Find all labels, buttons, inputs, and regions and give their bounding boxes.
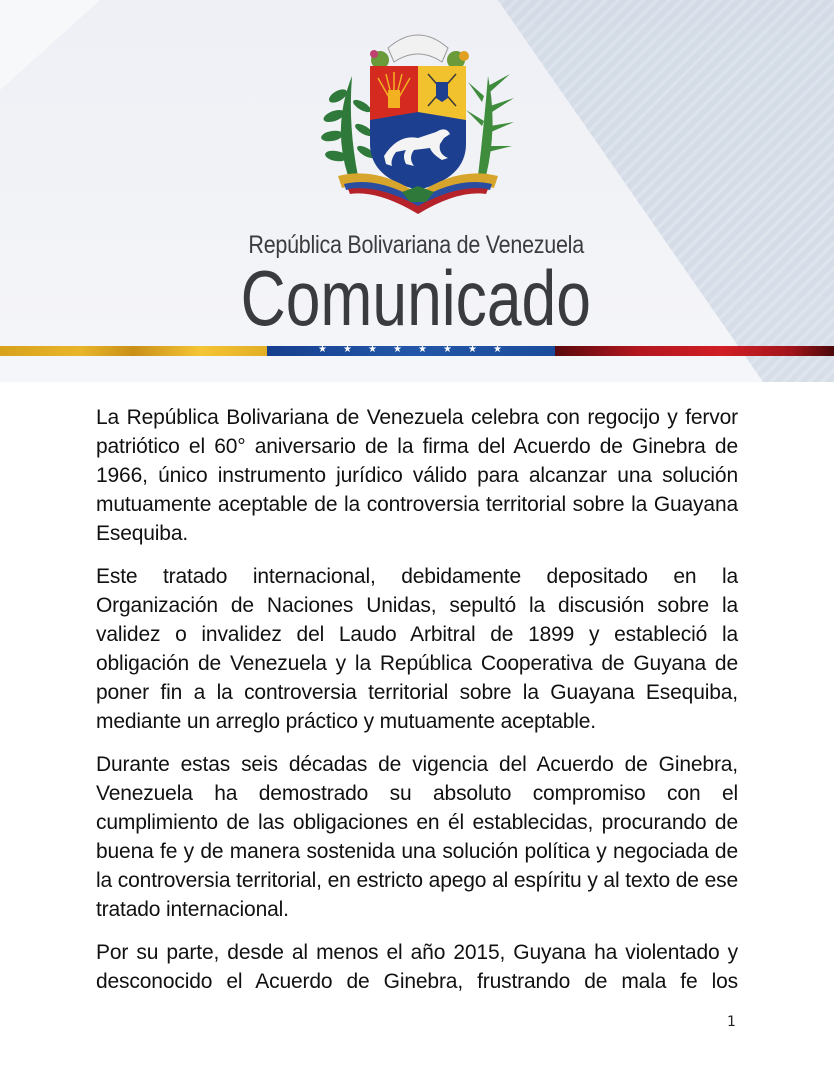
paragraph: Por su parte, desde al menos el año 2015, Guyana ha violentado y desconocido el Acuerdo de Ginebra, frustrando de mala fe los — [96, 941, 738, 993]
paragraph: La República Bolivariana de Venezuela celebra con regocijo y fervor patriótico el 60° aniversario de la firma del Acuerdo de Ginebra de 1966, único instrumento jurídico válido para alcanzar una solución mutuamente aceptable de la controversia territorial sobre la Guayana Esequiba. — [96, 406, 738, 545]
stripe-blue — [267, 346, 555, 356]
star-icon: ★ — [393, 344, 402, 355]
communique-body — [96, 403, 738, 1010]
page-number: 1 — [727, 1014, 736, 1030]
flag-stripe — [0, 346, 834, 356]
star-icon: ★ — [468, 344, 477, 355]
letterhead-header — [0, 0, 834, 382]
stripe-red — [555, 346, 834, 356]
star-icon: ★ — [368, 344, 377, 355]
star-icon: ★ — [443, 344, 452, 355]
star-icon: ★ — [418, 344, 427, 355]
header-subtitle: República Bolivariana de Venezuela — [248, 231, 584, 259]
header-title: Comunicado — [240, 254, 591, 342]
star-icon: ★ — [493, 344, 502, 355]
star-icon: ★ — [343, 344, 352, 355]
background-light-triangle — [0, 0, 100, 90]
paragraph: Durante estas seis décadas de vigencia del Acuerdo de Ginebra, Venezuela ha demostrado su absoluto compromiso con el cumplimiento de las obligaciones en él establecidas, procurando de buena fe y de manera sostenida una solución política y negociada de la controversia territorial, en estricto apego al espíritu y al texto de ese tratado internacional. — [96, 753, 738, 921]
paragraph: Este tratado internacional, debidamente depositado en la Organización de Naciones Unidas, sepultó la discusión sobre la validez o invalidez del Laudo Arbitral de 1899 y estableció la obligación de Venezuela y la República Cooperativa de Guyana de poner fin a la controversia territorial sobre la Guayana Esequiba, mediante un arreglo práctico y mutuamente aceptable. — [96, 565, 738, 733]
coat-of-arms-icon — [318, 26, 518, 218]
star-icon: ★ — [318, 344, 327, 355]
stripe-yellow — [0, 346, 267, 356]
